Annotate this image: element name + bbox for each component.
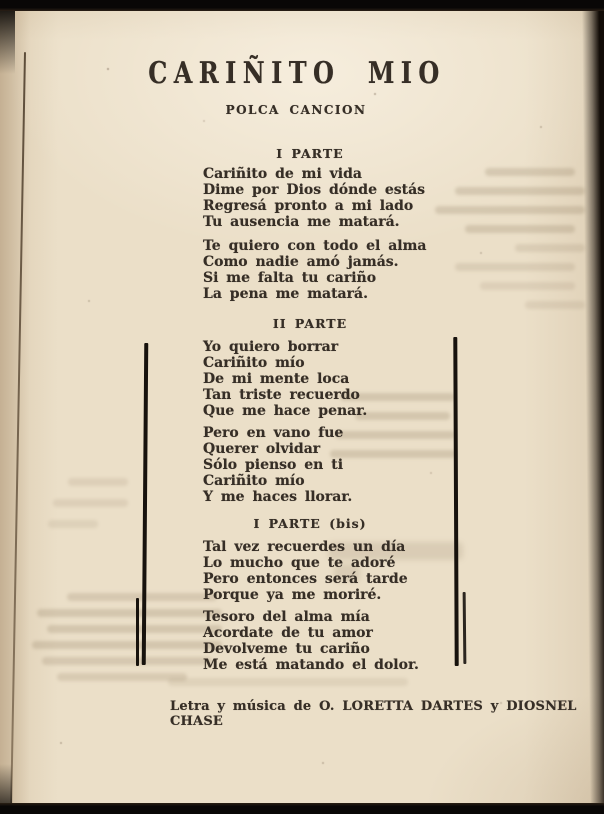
lyric-line: De mi mente loca [203,371,350,387]
page-title: CARIÑITO MIO [148,56,446,91]
lyric-line: Tan triste recuerdo [203,387,360,403]
bleedthrough-line [525,301,585,309]
stanza [203,166,425,230]
section-heading-parte-1-bis: I PARTE (bis) [253,516,367,531]
photo-edge-right [582,0,604,814]
lyric-line: Cariñito de mi vida [203,166,362,182]
lyric-line: La pena me matará. [203,286,368,302]
bleedthrough-line [435,206,585,214]
lyric-line: Que me hace penar. [203,403,368,419]
lyric-line: Tal vez recuerdes un día [203,539,406,555]
photo-edge-corner-top-left [0,10,15,74]
bleedthrough-block-bottom-center [168,678,418,686]
stanza [203,609,419,673]
stanza [203,339,367,419]
stanza [203,425,352,505]
bleedthrough-line [465,225,575,233]
bleedthrough-line [37,609,222,617]
repeat-barline-right-short [463,592,467,664]
lyric-line: Y me haces llorar. [203,489,353,505]
lyric-line: Cariñito mío [203,355,305,371]
bleedthrough-line [515,244,585,252]
stanza [203,238,426,302]
stanza [203,539,408,603]
lyric-line: Tu ausencia me matará. [203,214,400,230]
bleedthrough-line [480,282,575,290]
bleedthrough-line [455,263,575,271]
photo-edge-bottom [0,803,604,814]
lyric-line: Tesoro del alma mía [203,609,370,625]
photo-edge-corner-bottom-left [0,764,12,804]
lyric-line: Dime por Dios dónde estás [203,182,426,198]
repeat-barline-left-short [136,598,139,666]
lyric-line: Regresá pronto a mi lado [203,198,414,214]
lyric-line: Lo mucho que te adoré [203,555,396,571]
bleedthrough-line [455,187,585,195]
lyric-line: Yo quiero borrar [203,339,339,355]
bleedthrough-block-top-right [425,168,600,309]
bleedthrough-line [485,168,575,176]
bleedthrough-line [32,641,222,649]
song-genre-subtitle: POLCA CANCION [225,103,367,117]
section-heading-parte-1: I PARTE [276,146,344,161]
page-gutter-shadow [0,0,30,814]
bleedthrough-line [47,625,222,633]
section-heading-parte-2: II PARTE [272,316,348,331]
photo-edge-top [0,0,604,11]
lyric-line: Como nadie amó jamás. [203,254,399,270]
lyric-line: Si me falta tu cariño [203,270,377,286]
lyric-line: Cariñito mío [203,473,305,489]
lyric-line: Querer olvidar [203,441,321,457]
bleedthrough-line [42,657,212,665]
author-credit: Letra y música de O. LORETTA DARTES y DIOSNEL CHASE [170,699,577,729]
lyric-line: Te quiero con todo el alma [203,238,427,254]
lyric-line: Devolveme tu cariño [203,641,370,657]
bleedthrough-line [335,431,455,439]
bleedthrough-line [68,478,128,486]
lyric-line: Porque ya me moriré. [203,587,382,603]
bleedthrough-line [168,678,408,686]
lyric-line: Acordate de tu amor [203,625,373,641]
lyric-line: Sólo pienso en ti [203,457,344,473]
bleedthrough-line [355,412,450,420]
lyric-line: Pero entonces será tarde [203,571,408,587]
lyric-line: Pero en vano fue [203,425,344,441]
repeat-barline-right-long [453,337,458,666]
bleedthrough-line [53,499,128,507]
lyric-line: Me está matando el dolor. [203,657,419,673]
